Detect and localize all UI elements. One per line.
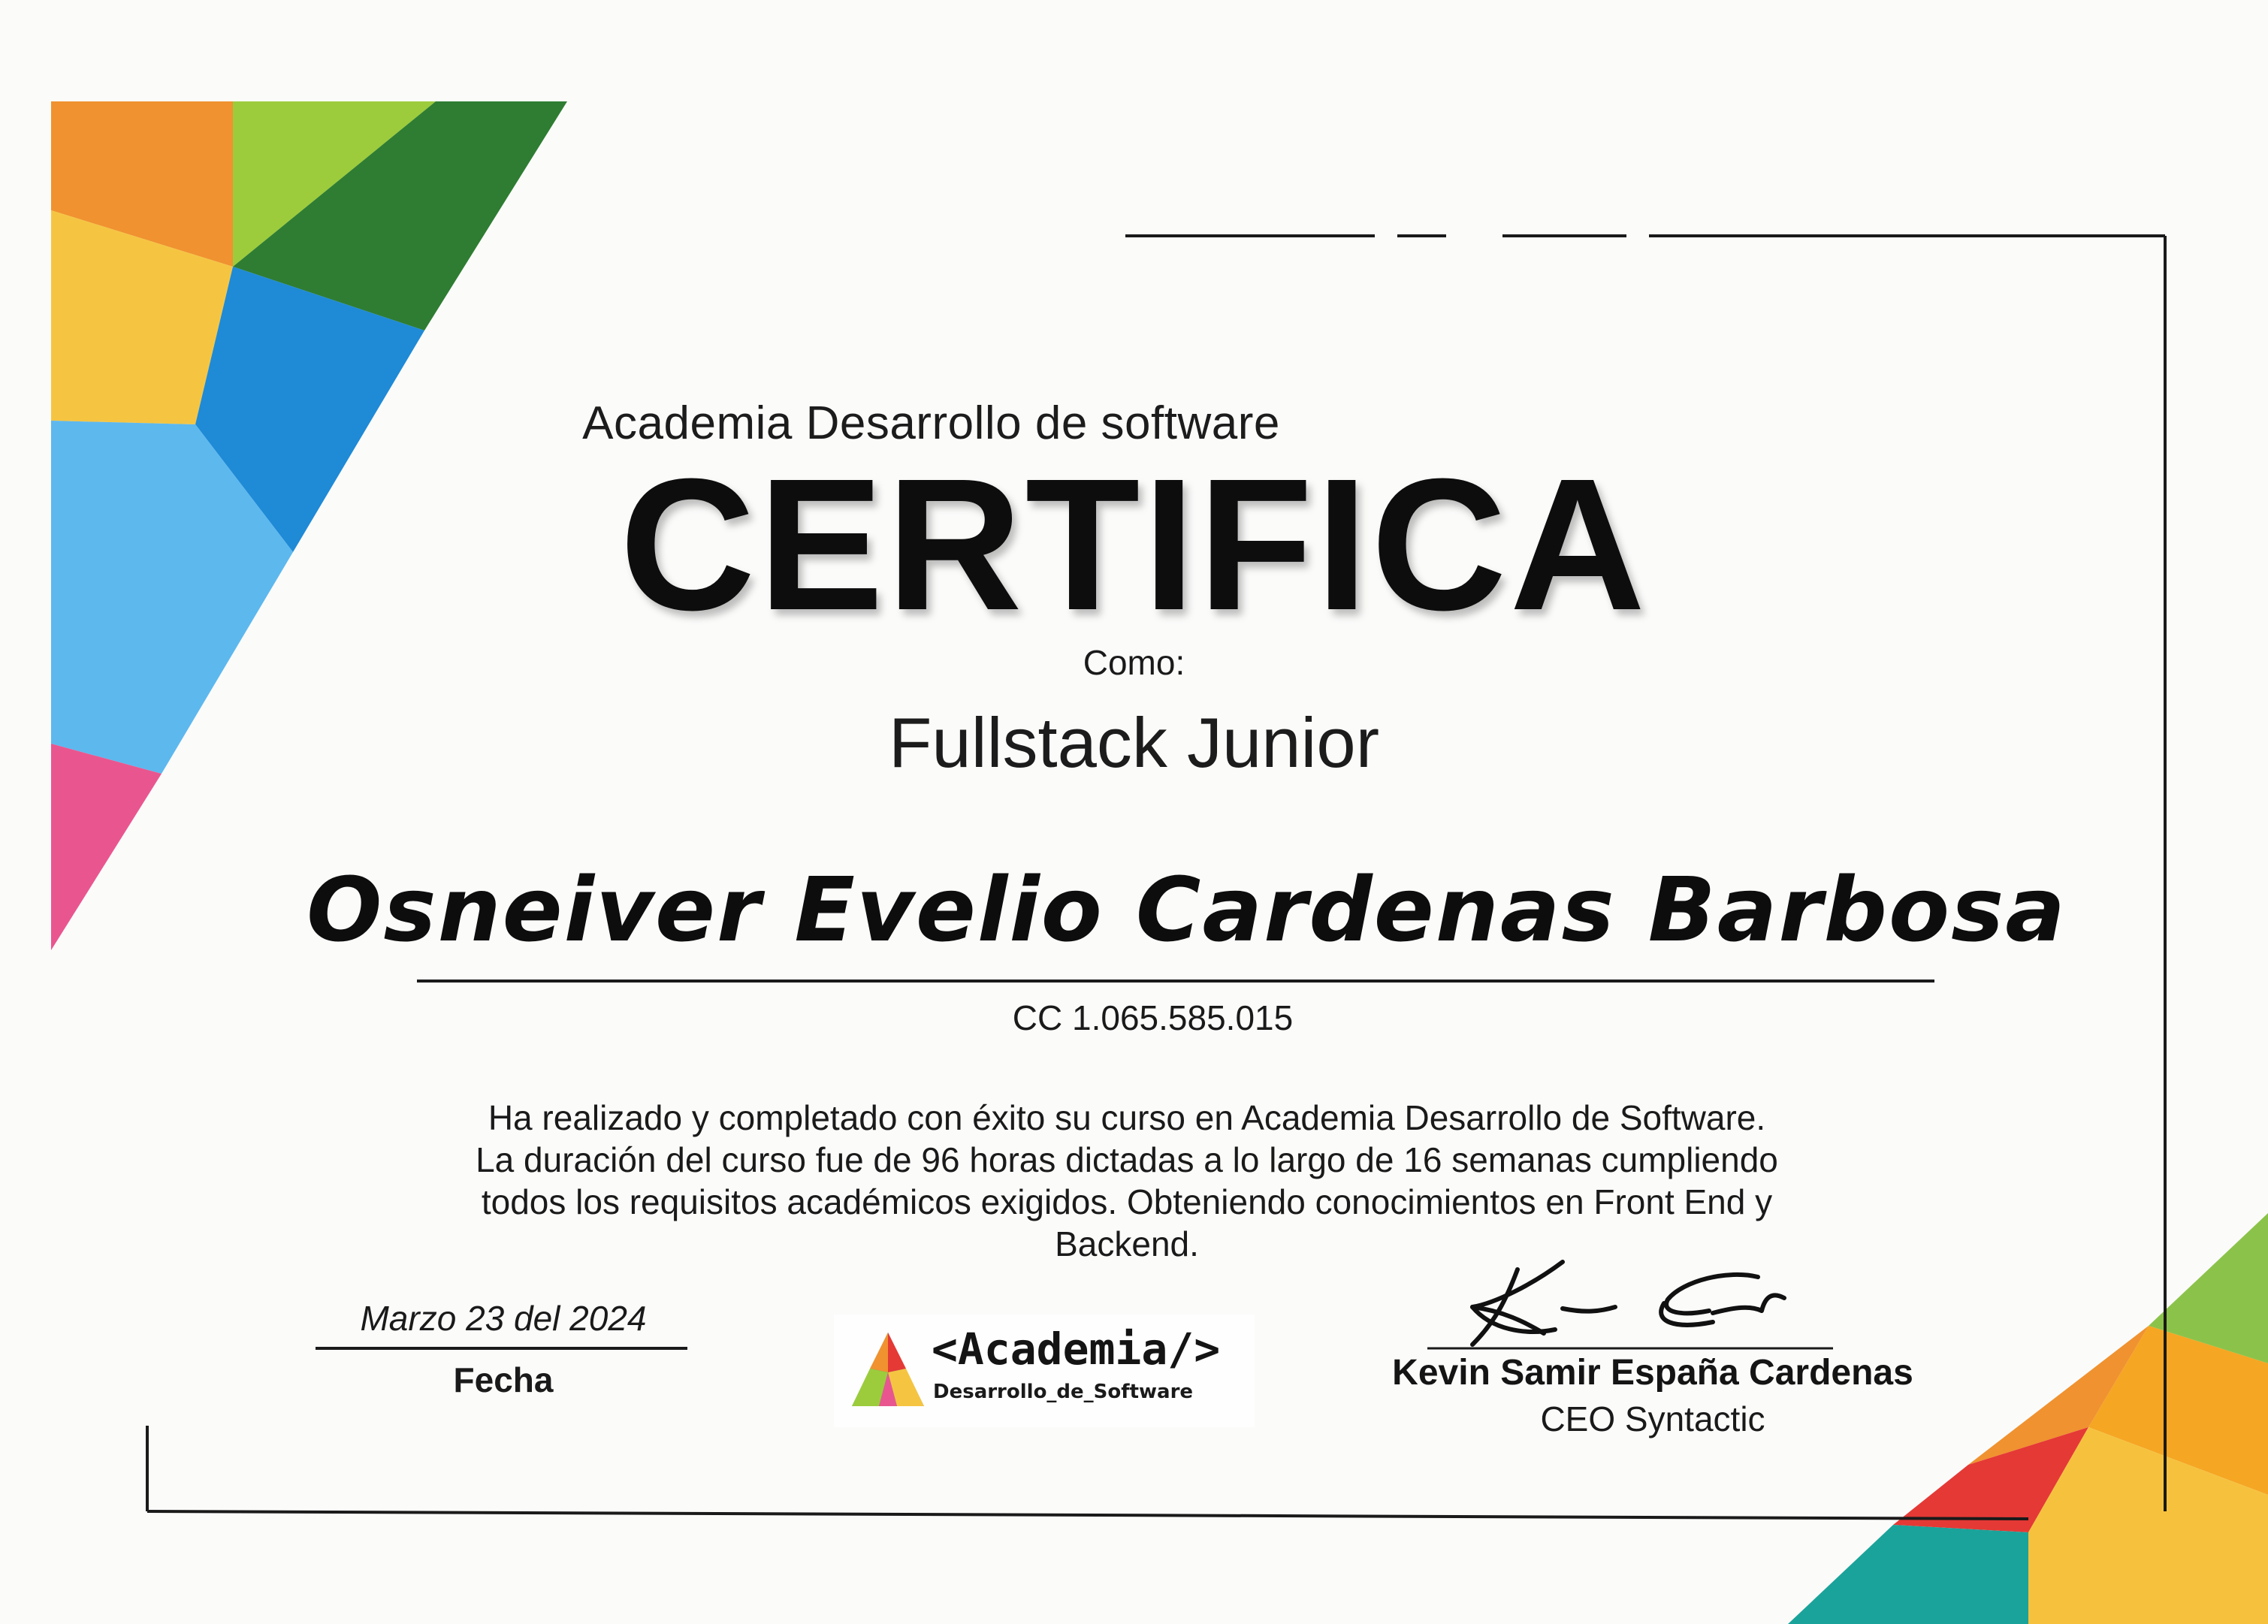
handwritten-signature — [1472, 1262, 1784, 1345]
as-label: Como: — [1083, 643, 1185, 682]
logo-subtitle: Desarrollo_de_Software — [933, 1381, 1194, 1403]
body-line: La duración del curso fue de 96 horas dictadas a lo largo de 16 semanas cumpliendo — [476, 1140, 1778, 1179]
body-line: todos los requisitos académicos exigidos. Obteniendo conocimientos en Front End y — [481, 1182, 1773, 1221]
certificate-body — [376, 1097, 1878, 1265]
signer-name: Kevin Samir España Cardenas — [1392, 1353, 1913, 1393]
logo-title: <Academia/> — [932, 1324, 1221, 1375]
recipient-document-id: CC 1.065.585.015 — [1012, 998, 1294, 1037]
signer-role: CEO Syntactic — [1540, 1399, 1765, 1438]
academy-logo — [834, 1315, 1255, 1427]
issue-date: Marzo 23 del 2024 — [360, 1299, 647, 1338]
certificate-title: CERTIFICA — [619, 439, 1649, 649]
organization-name: Academia Desarrollo de software — [582, 397, 1280, 449]
body-line: Backend. — [1055, 1224, 1199, 1263]
body-line: Ha realizado y completado con éxito su curso en Academia Desarrollo de Software. — [488, 1098, 1766, 1137]
certified-role: Fullstack Junior — [889, 703, 1379, 782]
date-label: Fecha — [453, 1360, 554, 1399]
logo-triangle-icon — [850, 1331, 926, 1414]
recipient-name: Osneiver Evelio Cardenas Barbosa — [307, 858, 2067, 961]
